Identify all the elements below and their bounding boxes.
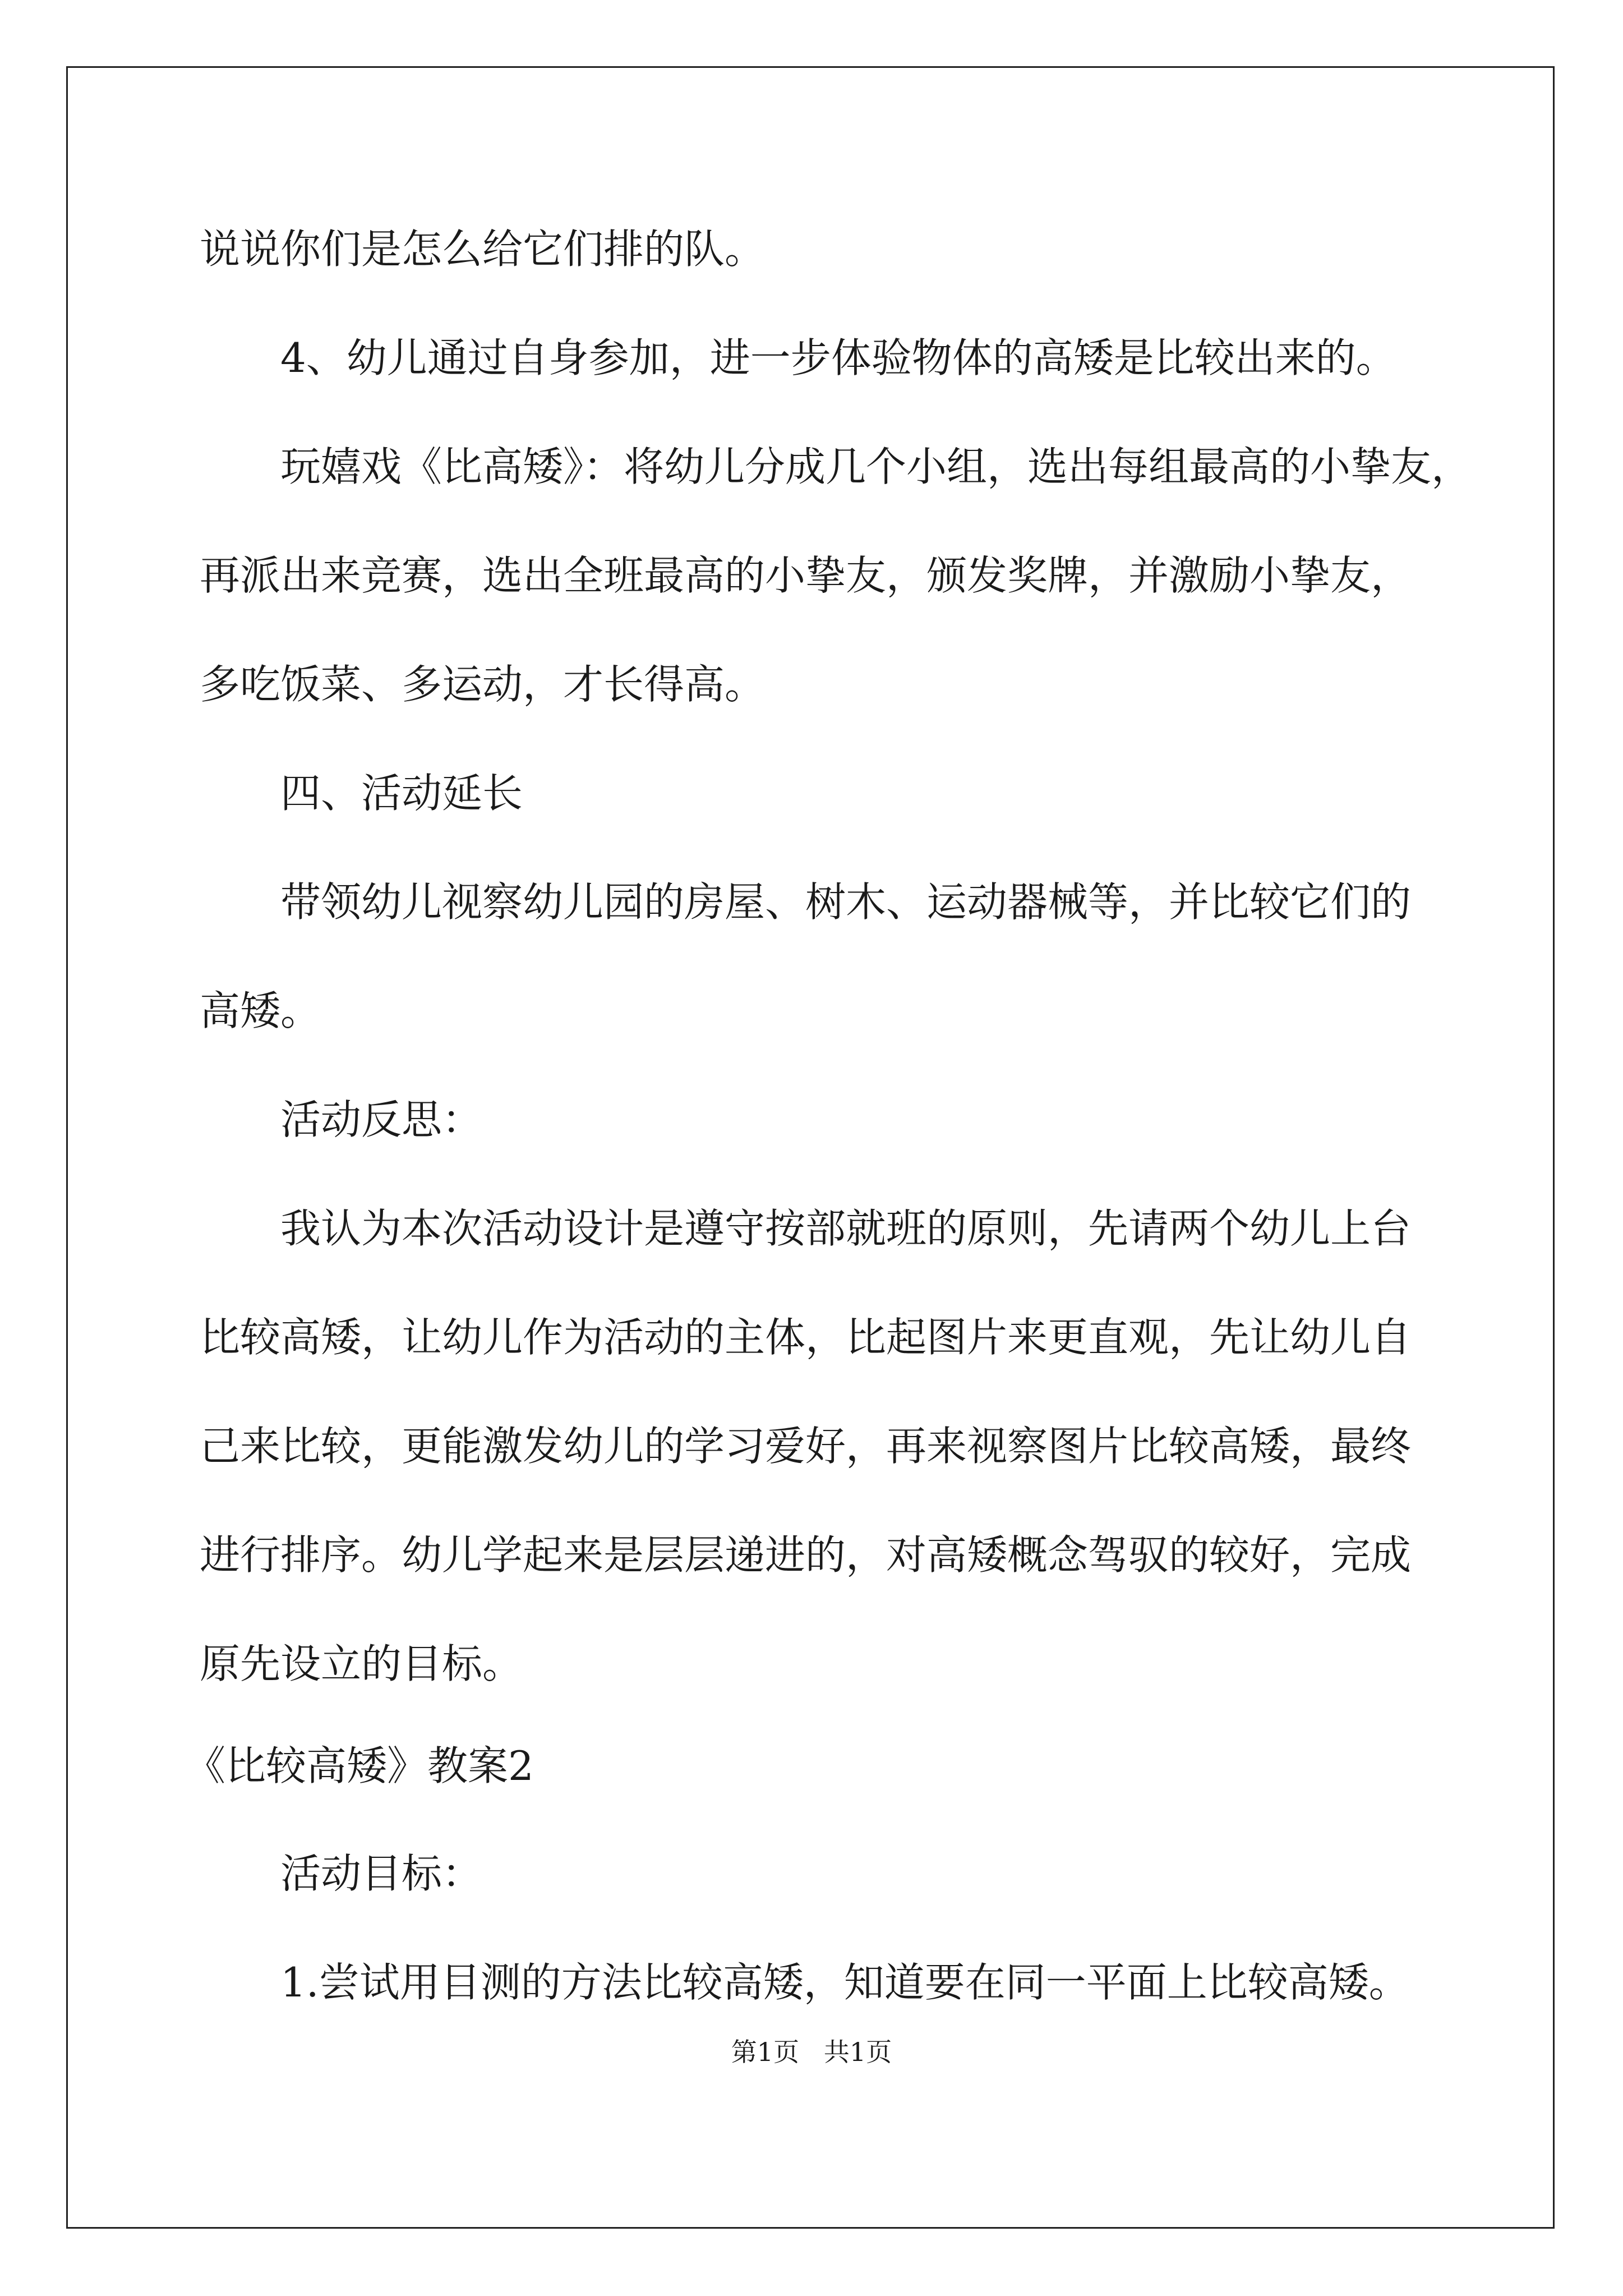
section-heading: 活动反思： bbox=[280, 1096, 483, 1143]
paragraph-line: 说说你们是怎么给它们排的队。 bbox=[200, 226, 766, 273]
paragraph-line: 己来比较，更能激发幼儿的学习爱好，再来视察图片比较高矮，最终 bbox=[200, 1423, 1412, 1470]
page-footer: 第1页 共1页 bbox=[731, 2037, 892, 2067]
section-heading: 活动目标： bbox=[280, 1850, 483, 1897]
paragraph-line: 多吃饭菜、多运动，才长得高。 bbox=[200, 661, 766, 708]
paragraph-line: 带领幼儿视察幼儿园的房屋、树木、运动器械等，并比较它们的 bbox=[280, 878, 1412, 926]
paragraph-line: 原先设立的目标。 bbox=[200, 1640, 523, 1687]
paragraph-line: 玩嬉戏《比高矮》：将幼儿分成几个小组，选出每组最高的小挚友， bbox=[280, 443, 1472, 490]
paragraph-line: 进行排序。幼儿学起来是层层递进的，对高矮概念驾驭的较好，完成 bbox=[200, 1531, 1412, 1579]
paragraph-line: 我认为本次活动设计是遵守按部就班的原则，先请两个幼儿上台 bbox=[280, 1205, 1412, 1252]
paragraph-line: 1.尝试用目测的方法比较高矮，知道要在同一平面上比较高矮。 bbox=[280, 1959, 1409, 2006]
paragraph-line: 比较高矮，让幼儿作为活动的主体，比起图片来更直观，先让幼儿自 bbox=[200, 1314, 1412, 1361]
document-title: 《比较高矮》教案2 bbox=[185, 1742, 534, 1789]
paragraph-line: 再派出来竞赛，选出全班最高的小挚友，颁发奖牌，并激励小挚友， bbox=[200, 552, 1412, 599]
page-border bbox=[66, 66, 1555, 2229]
section-heading: 四、活动延长 bbox=[280, 770, 523, 817]
paragraph-line: 高矮。 bbox=[200, 987, 321, 1034]
paragraph-line: 4、幼儿通过自身参加，进一步体验物体的高矮是比较出来的。 bbox=[280, 334, 1396, 381]
